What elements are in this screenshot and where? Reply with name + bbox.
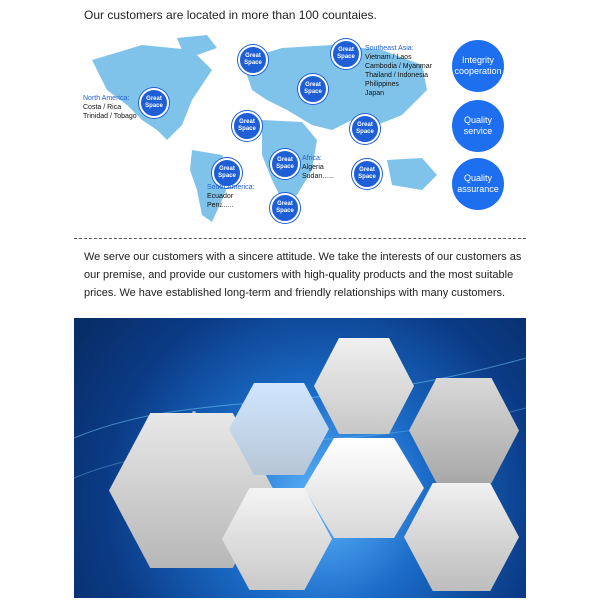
dashed-divider [74,238,526,239]
badge-quality-service: Quality service [452,100,504,152]
pin-south-asia: Great Space [350,114,380,144]
pin-central-america: Great Space [212,158,242,188]
page-title: Our customers are located in more than 100 countaies. [84,8,377,22]
pin-europe: Great Space [238,45,268,75]
intro-paragraph: We serve our customers with a sincere attitude. We take the interests of our customers as our premise, and provide our customers with high-quality products and the most suitable prices. We have established long-term and friendly relationships with many customers. [84,251,522,299]
pin-south-america: Great Space [270,193,300,223]
australia-shape [387,158,437,190]
customer-photo-collage [74,318,526,598]
badge-quality-assurance: Quality assurance [452,158,504,210]
region-southeast-asia: Southeast Asia: Vietnam / Laos Cambodia / Myanmar Thailand / Indonesia Philippines Japan [365,45,432,97]
pin-oceania: Great Space [352,159,382,189]
pin-north-america: Great Space [139,88,169,118]
pin-mediterranean: Great Space [232,111,262,141]
pin-central-asia: Great Space [298,74,328,104]
pin-asia-north: Great Space [331,39,361,69]
badge-integrity-cooperation: Integrity cooperation [452,40,504,92]
region-africa: Africa: Algeria Sudan...... [302,155,334,180]
region-south-america: South America: Ecuador Peru...... [207,184,255,209]
pin-africa: Great Space [270,149,300,179]
region-north-america: North America: Costa / Rica Trinidad / Tobago [83,95,137,120]
